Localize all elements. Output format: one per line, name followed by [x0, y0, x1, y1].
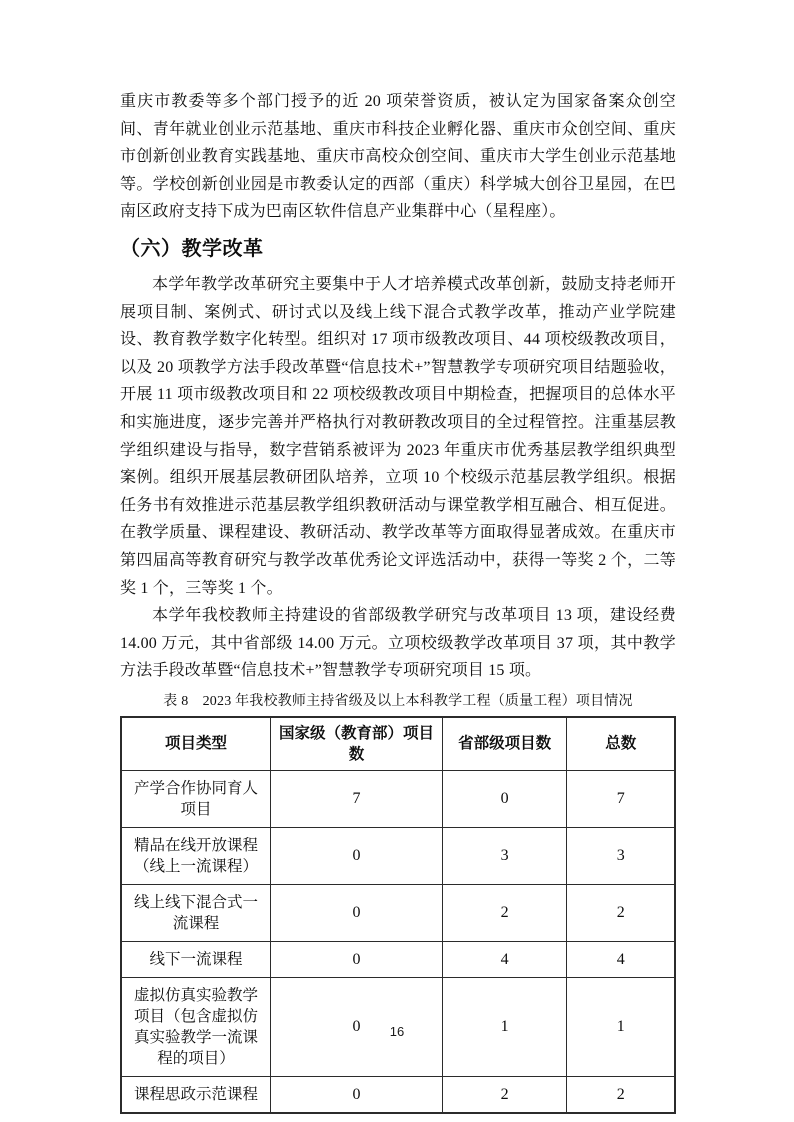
count-cell: 2	[442, 1076, 567, 1113]
count-cell: 0	[271, 941, 443, 977]
count-cell: 1	[442, 977, 567, 1076]
paragraph-projects-funding: 本学年我校教师主持建设的省部级教学研究与改革项目 13 项，建设经费 14.00 万元，其中省部级 14.00 万元。立项校级教学改革项目 37 项，其中教学方法手段改革暨“信息技术+”智慧教学专项研究项目 15 项。	[120, 607, 676, 680]
count-cell: 7	[271, 770, 443, 827]
header-national-count: 国家级（教育部）项目数	[271, 717, 443, 771]
count-cell: 4	[567, 941, 675, 977]
table-caption: 表 8 2023 年我校教师主持省级及以上本科教学工程（质量工程）项目情况	[163, 693, 633, 709]
count-cell: 2	[567, 1076, 675, 1113]
page-content	[120, 88, 676, 1114]
count-cell: 0	[271, 884, 443, 941]
paragraph-teaching-reform: 本学年教学改革研究主要集中于人才培养模式改革创新，鼓励支持老师开展项目制、案例式、研讨式以及线上线下混合式教学改革，推动产业学院建设、教育教学数字化转型。组织对 17 项市级教改项目、44 项校级教改项目，以及 20 项教学方法手段改革暨“信息技术+”智慧教学专项研究项目结题验收，开展 11 项市级教改项目和 22 项校级教改项目中期检查，把握项目的总体水平和实施进度，逐步完善并严格执行对教研教改项目的全过程管控。注重基层教学组织建设与指导，数字营销系被评为 2023 年重庆市优秀基层教学组织典型案例。组织开展基层教研团队培养，立项 10 个校级示范基层教学组织。根据任务书有效推进示范基层教学组织教研活动与课堂教学相互融合、相互促进。在教学质量、课程建设、教研活动、教学改革等方面取得显著成效。在重庆市第四届高等教育研究与教学改革优秀论文评选活动中，获得一等奖 2 个，二等奖 1 个，三等奖 1 个。	[120, 275, 676, 597]
count-cell: 0	[271, 1076, 443, 1113]
count-cell: 0	[271, 827, 443, 884]
project-type-cell: 线上线下混合式一流课程	[121, 884, 271, 941]
quality-projects-table	[120, 716, 676, 1114]
table-row	[121, 1076, 675, 1113]
count-cell: 4	[442, 941, 567, 977]
page-number: 16	[389, 1024, 405, 1039]
table-row	[121, 827, 675, 884]
count-cell: 3	[442, 827, 567, 884]
table-header-row	[121, 717, 675, 771]
count-cell: 0	[271, 977, 443, 1076]
table-row	[121, 884, 675, 941]
count-cell: 0	[442, 770, 567, 827]
table-body	[121, 770, 675, 1113]
header-provincial-count: 省部级项目数	[442, 717, 567, 771]
table-row	[121, 770, 675, 827]
count-cell: 1	[567, 977, 675, 1076]
header-total-count: 总数	[567, 717, 675, 771]
project-type-cell: 课程思政示范课程	[121, 1076, 271, 1113]
count-cell: 3	[567, 827, 675, 884]
project-type-cell: 线下一流课程	[121, 941, 271, 977]
project-type-cell: 精品在线开放课程（线上一流课程）	[121, 827, 271, 884]
count-cell: 2	[442, 884, 567, 941]
project-type-cell: 虚拟仿真实验教学项目（包含虚拟仿真实验教学一流课程的项目）	[121, 977, 271, 1076]
table-row	[121, 941, 675, 977]
count-cell: 2	[567, 884, 675, 941]
header-project-type: 项目类型	[121, 717, 271, 771]
section-heading-teaching-reform: （六）教学改革	[120, 237, 264, 260]
count-cell: 7	[567, 770, 675, 827]
paragraph-honors-continuation: 重庆市教委等多个部门授予的近 20 项荣誉资质，被认定为国家备案众创空间、青年就业创业示范基地、重庆市科技企业孵化器、重庆市众创空间、重庆市创新创业教育实践基地、重庆市高校众创空间、重庆市大学生创业示范基地等。学校创新创业园是市教委认定的西部（重庆）科学城大创谷卫星园，在巴南区政府支持下成为巴南区软件信息产业集群中心（星程座）。	[120, 93, 676, 221]
project-type-cell: 产学合作协同育人项目	[121, 770, 271, 827]
